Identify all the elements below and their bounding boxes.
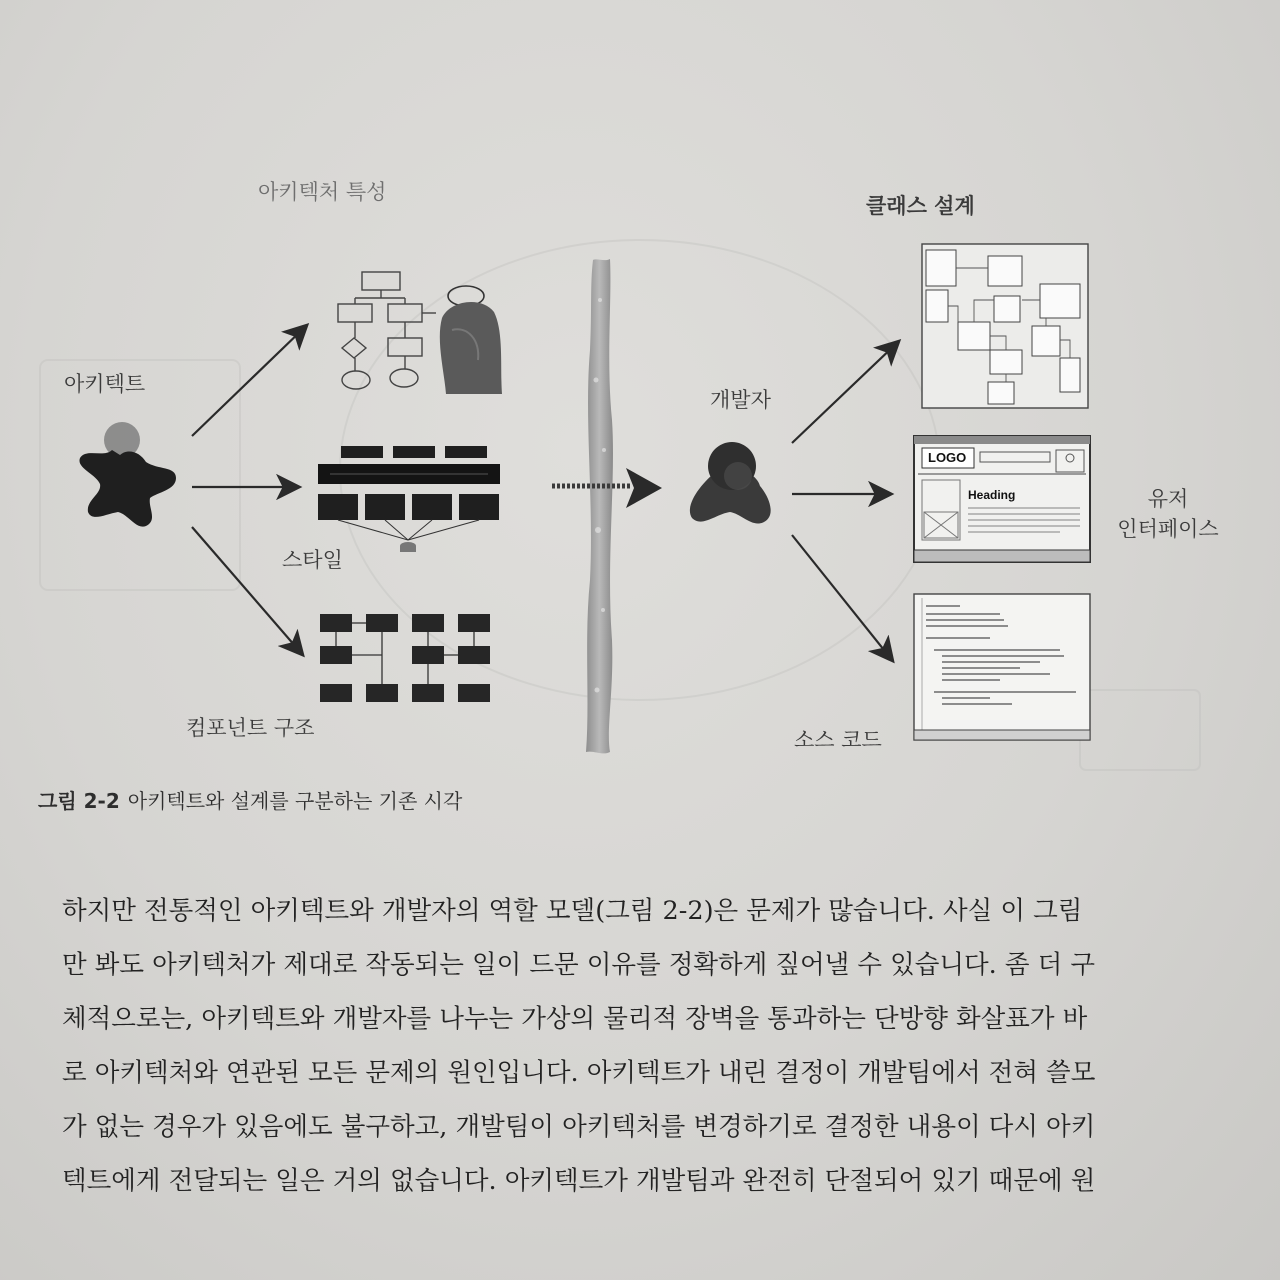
flowchart-icon <box>338 272 436 389</box>
developer-figure-icon <box>690 442 771 523</box>
wall-barrier-icon <box>586 259 613 753</box>
body-line: 로 아키텍처와 연관된 모든 문제의 원인입니다. 아키텍트가 내린 결정이 개발팀에서 전혀 쓸모 <box>62 1058 1096 1088</box>
label-class-design: 클래스 설계 <box>866 194 975 218</box>
label-source-code: 소스 코드 <box>794 728 882 752</box>
label-architect: 아키텍트 <box>64 372 146 396</box>
caption-text: 아키텍트와 설계를 구분하는 기존 시각 <box>127 789 463 813</box>
figure-caption <box>38 785 462 814</box>
label-user-interface-line2: 인터페이스 <box>1117 517 1219 541</box>
ui-logo-text: LOGO <box>928 450 967 465</box>
developer-arrows <box>792 342 898 660</box>
source-code-icon <box>914 594 1090 740</box>
label-arch-characteristics: 아키텍처 특성 <box>258 180 387 204</box>
body-line: 체적으로는, 아키텍트와 개발자를 나누는 가상의 물리적 장벽을 통과하는 단방향 화살표가 바 <box>62 1004 1088 1034</box>
class-diagram-icon <box>922 244 1088 408</box>
label-user-interface <box>1098 484 1238 544</box>
label-style: 스타일 <box>282 548 343 572</box>
body-line: 가 없는 경우가 있음에도 불구하고, 개발팀이 아키텍처를 변경하기로 결정한 내용이 다시 아키 <box>62 1112 1096 1142</box>
body-line: 만 봐도 아키텍처가 제대로 작동되는 일이 드문 이유를 정확하게 짚어낼 수 있습니다. 좀 더 구 <box>62 950 1096 980</box>
ui-heading-text: Heading <box>968 488 1016 502</box>
caption-number: 그림 2-2 <box>38 789 120 813</box>
label-component-structure: 컴포넌트 구조 <box>186 716 315 740</box>
architect-figure-icon <box>79 422 176 527</box>
hand-sketch-icon <box>440 286 502 394</box>
label-user-interface-line1: 유저 <box>1147 487 1189 511</box>
architect-arrows <box>192 326 306 654</box>
body-line: 텍트에게 전달되는 일은 거의 없습니다. 아키텍트가 개발팀과 완전히 단절되어 있기 때문에 원 <box>62 1166 1096 1196</box>
component-diagram-icon <box>320 614 490 702</box>
body-paragraph <box>62 884 1257 1208</box>
layered-architecture-icon <box>318 446 500 552</box>
body-line: 하지만 전통적인 아키텍트와 개발자의 역할 모델(그림 2-2)은 문제가 많습니다. 사실 이 그림 <box>62 896 1083 926</box>
label-developer: 개발자 <box>710 388 771 412</box>
